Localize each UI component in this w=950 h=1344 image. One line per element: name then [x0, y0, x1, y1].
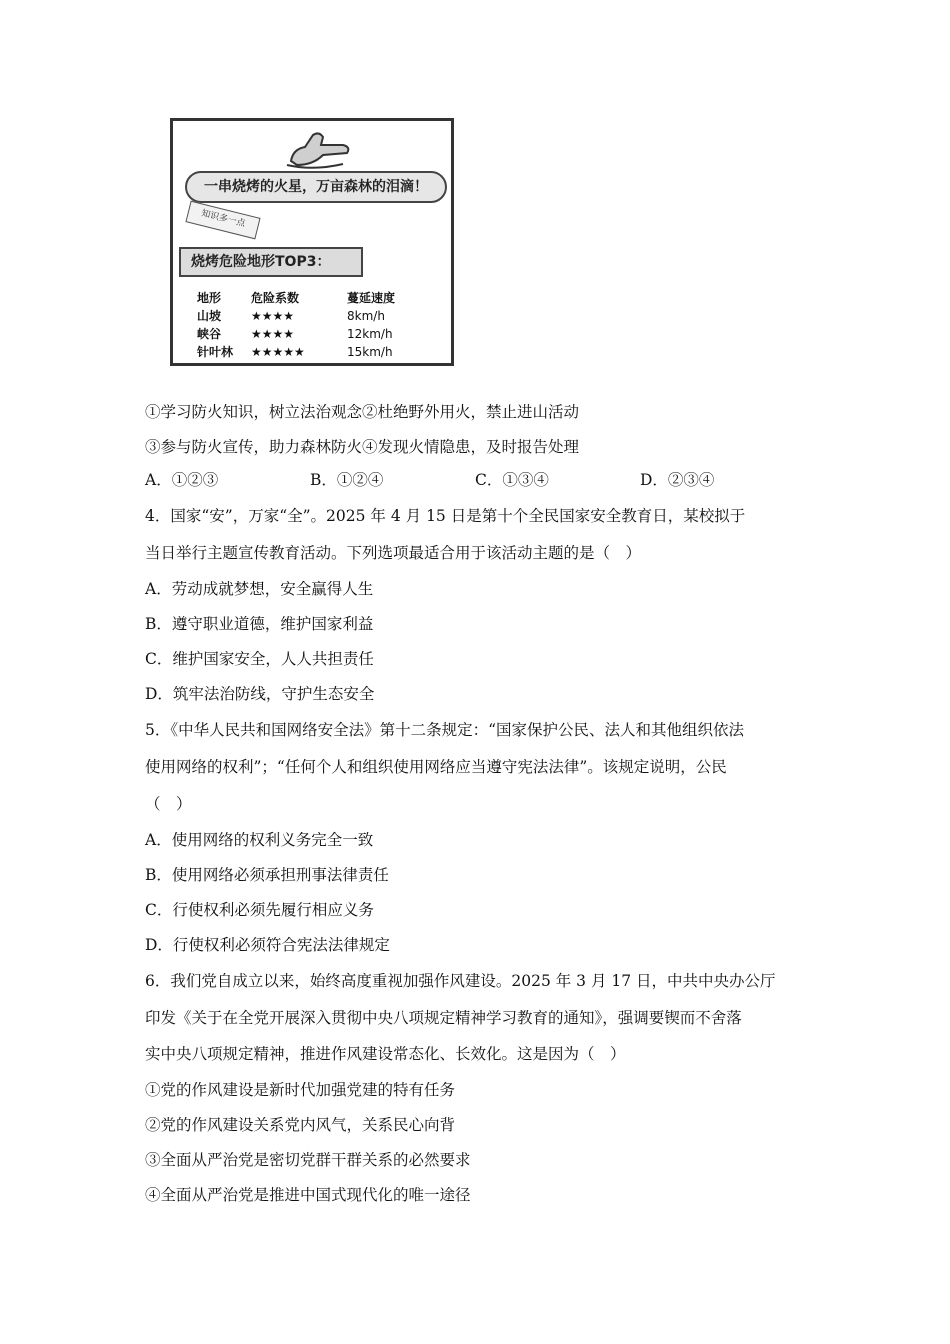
header-risk: 危险系数 — [251, 291, 300, 305]
q4-option-c: C．维护国家安全，人人共担责任 — [145, 650, 374, 668]
q3-option-b: B．①②④ — [310, 471, 384, 489]
q6-statement-4: ④全面从严治党是推进中国式现代化的唯一途径 — [145, 1186, 471, 1204]
q4-stem-line-1: 4．国家“安”，万家“全”。2025 年 4 月 15 日是第十个全民国家安全教育日，某校拟于 — [145, 507, 746, 525]
q5-option-c: C．行使权利必须先履行相应义务 — [145, 901, 374, 919]
q5-option-b: B．使用网络必须承担刑事法律责任 — [145, 866, 389, 884]
risk-cell: ★★★★ — [251, 309, 295, 323]
q6-statement-1: ①党的作风建设是新时代加强党建的特有任务 — [145, 1081, 456, 1099]
fire-safety-figure — [170, 118, 454, 366]
table-row — [197, 325, 427, 343]
table-header-row — [197, 289, 427, 307]
q3-option-c: C．①③④ — [475, 471, 549, 489]
q6-statement-2: ②党的作风建设关系党内风气，关系民心向背 — [145, 1116, 456, 1134]
risk-cell: ★★★★★ — [251, 345, 305, 359]
q5-option-a: A．使用网络的权利义务完全一致 — [145, 831, 374, 849]
table-row — [197, 343, 427, 361]
q6-stem-line-3: 实中央八项规定精神，推进作风建设常态化、长效化。这是因为（ ） — [145, 1045, 626, 1063]
q4-option-b: B．遵守职业道德，维护国家利益 — [145, 615, 374, 633]
terrain-cell: 针叶林 — [197, 345, 234, 359]
q3-option-d: D．②③④ — [640, 471, 715, 489]
q4-option-a: A．劳动成就梦想，安全赢得人生 — [145, 580, 374, 598]
q6-stem-line-2: 印发《关于在全党开展深入贯彻中央八项规定精神学习教育的通知》，强调要锲而不舍落 — [145, 1009, 742, 1027]
header-terrain: 地形 — [197, 291, 222, 305]
q5-stem-line-2: 使用网络的权利”；“任何个人和组织使用网络应当遵守宪法法律”。该规定说明，公民 — [145, 758, 727, 776]
pointing-hand-icon — [283, 131, 353, 169]
table-row — [197, 307, 427, 325]
q4-stem-line-2: 当日举行主题宣传教育活动。下列选项最适合用于该活动主题的是（ ） — [145, 544, 642, 562]
speed-cell: 15km/h — [347, 345, 393, 359]
header-speed: 蔓延速度 — [347, 291, 396, 305]
speed-cell: 12km/h — [347, 327, 393, 341]
q5-stem-line-1: 5．《中华人民共和国网络安全法》第十二条规定：“国家保护公民、法人和其他组织依法 — [145, 721, 745, 739]
q3-statement-3-4: ③参与防火宣传，助力森林防火④发现火情隐患，及时报告处理 — [145, 438, 580, 456]
q3-option-a: A．①②③ — [145, 471, 219, 489]
risk-cell: ★★★★ — [251, 327, 295, 341]
speed-cell: 8km/h — [347, 309, 385, 323]
terrain-cell: 山坡 — [197, 309, 222, 323]
knowledge-tag: 知识多一点 — [185, 201, 260, 240]
q3-statement-1-2: ①学习防火知识，树立法治观念②杜绝野外用火，禁止进山活动 — [145, 403, 580, 421]
terrain-table — [197, 289, 427, 361]
q5-stem-line-3: （ ） — [145, 795, 192, 813]
q6-stem-line-1: 6．我们党自成立以来，始终高度重视加强作风建设。2025 年 3 月 17 日，中共中央办公厅 — [145, 972, 776, 990]
figure-subtitle: 烧烤危险地形TOP3： — [179, 247, 363, 277]
slogan-banner: 一串烧烤的火星，万亩森林的泪滴！ — [185, 171, 447, 203]
terrain-cell: 峡谷 — [197, 327, 222, 341]
q6-statement-3: ③全面从严治党是密切党群干群关系的必然要求 — [145, 1151, 471, 1169]
q5-option-d: D．行使权利必须符合宪法法律规定 — [145, 936, 390, 954]
q4-option-d: D．筑牢法治防线，守护生态安全 — [145, 685, 375, 703]
